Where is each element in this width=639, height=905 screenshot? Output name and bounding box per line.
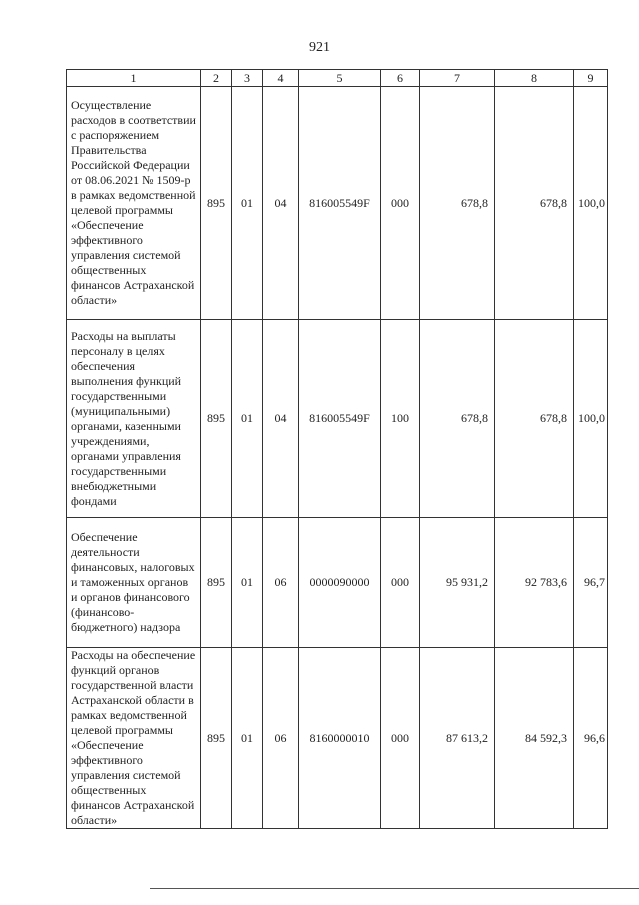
cell-expense-type: 100 [381,320,420,518]
cell-subsection: 06 [263,648,299,829]
col-header: 9 [574,70,608,87]
page-number: 921 [309,40,330,55]
col-header: 6 [381,70,420,87]
table-row [67,518,608,648]
cell-expense-type: 000 [381,648,420,829]
cell-planned: 95 931,2 [420,518,495,648]
cell-subsection: 04 [263,87,299,320]
col-header: 2 [201,70,232,87]
cell-planned: 678,8 [420,87,495,320]
cell-target-article: 816005549F [299,87,381,320]
cell-admin-code: 895 [201,648,232,829]
cell-planned: 87 613,2 [420,648,495,829]
cell-executed: 678,8 [495,87,574,320]
row-description: Расходы на обеспечение функций органов государственной власти Астраханской области в рамках ведомственной целевой программы «Обеспечение эффективного управления системой общественных финансов Астраханской области» [67,648,201,829]
row-description: Расходы на выплаты персоналу в целях обеспечения выполнения функций государственными (муниципальными) органами, казенными учреждениями, органами управления государственными внебюджетными фондами [67,320,201,518]
page-bottom-rule [150,888,639,889]
col-header: 5 [299,70,381,87]
cell-executed: 84 592,3 [495,648,574,829]
table-row [67,648,608,829]
col-header: 4 [263,70,299,87]
cell-percent: 100,0 [574,87,608,320]
table-row [67,87,608,320]
cell-subsection: 06 [263,518,299,648]
col-header: 7 [420,70,495,87]
header-row [67,70,608,87]
table-row [67,320,608,518]
row-description: Осуществление расходов в соответствии с распоряжением Правительства Российской Федерации от 08.06.2021 № 1509-р в рамках ведомственной целевой программы «Обеспечение эффективного управления системой общественных финансов Астраханской области» [67,87,201,320]
cell-expense-type: 000 [381,518,420,648]
row-description: Обеспечение деятельности финансовых, налоговых и таможенных органов и органов финансового (финансово-бюджетного) надзора [67,518,201,648]
cell-percent: 100,0 [574,320,608,518]
cell-target-article: 8160000010 [299,648,381,829]
col-header: 3 [232,70,263,87]
cell-section: 01 [232,87,263,320]
cell-admin-code: 895 [201,87,232,320]
cell-planned: 678,8 [420,320,495,518]
cell-subsection: 04 [263,320,299,518]
cell-section: 01 [232,518,263,648]
cell-executed: 678,8 [495,320,574,518]
cell-percent: 96,7 [574,518,608,648]
cell-expense-type: 000 [381,87,420,320]
budget-table [66,69,608,829]
cell-executed: 92 783,6 [495,518,574,648]
cell-target-article: 816005549F [299,320,381,518]
cell-section: 01 [232,320,263,518]
cell-section: 01 [232,648,263,829]
col-header: 1 [67,70,201,87]
cell-admin-code: 895 [201,518,232,648]
col-header: 8 [495,70,574,87]
cell-admin-code: 895 [201,320,232,518]
cell-target-article: 0000090000 [299,518,381,648]
cell-percent: 96,6 [574,648,608,829]
